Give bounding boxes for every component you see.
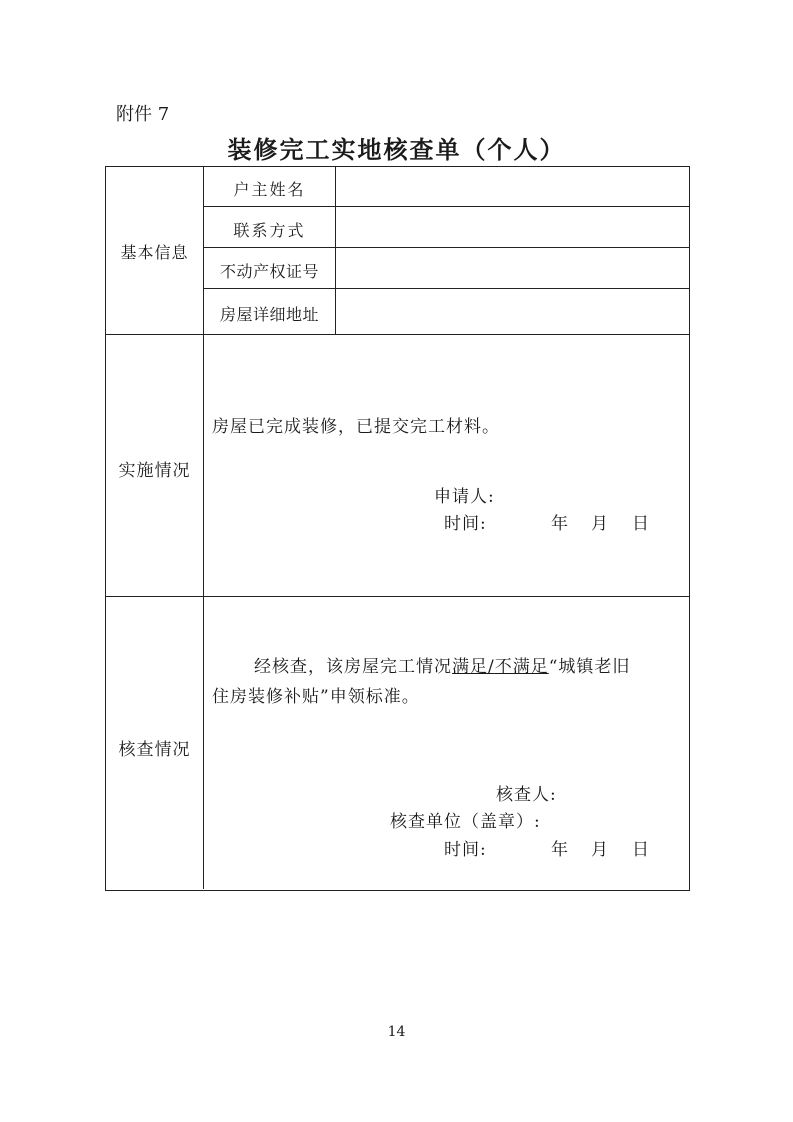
section-divider-2 (106, 596, 689, 597)
page-title: 装修完工实地核查单（个人） (227, 136, 566, 164)
owner-name-label: 户主姓名 (233, 180, 306, 199)
option-meet: 满足/不满足 (452, 657, 549, 677)
inspection-unit-label: 核查单位（盖章）: (390, 812, 541, 832)
property-cert-label: 不动产权证号 (219, 262, 319, 281)
row-divider-3 (204, 288, 689, 289)
implementation-label: 实施情况 (118, 461, 191, 481)
section-divider-1 (106, 334, 689, 335)
implementation-month: 月 (591, 514, 609, 534)
basic-info-label: 基本信息 (120, 243, 189, 262)
column-divider-2 (335, 167, 336, 334)
inspector-label: 核查人: (496, 785, 557, 805)
implementation-day: 日 (632, 514, 650, 534)
inspection-month: 月 (591, 840, 609, 860)
contact-label: 联系方式 (233, 221, 306, 240)
statement-line1-suffix: “城镇老旧 (548, 657, 631, 677)
inspection-statement-line2: 住房装修补贴”申领标准。 (212, 687, 420, 707)
inspection-time-label: 时间: (444, 840, 487, 860)
inspection-day: 日 (632, 840, 650, 860)
row-divider-2 (204, 247, 689, 248)
inspection-year: 年 (551, 840, 569, 860)
applicant-label: 申请人: (434, 487, 495, 507)
row-divider-1 (204, 206, 689, 207)
statement-prefix: 经核查，该房屋完工情况 (254, 657, 452, 677)
address-label: 房屋详细地址 (219, 305, 319, 324)
page-number: 14 (387, 1024, 406, 1040)
inspection-statement-line1 (254, 652, 630, 677)
implementation-statement: 房屋已完成装修，已提交完工材料。 (212, 417, 500, 437)
implementation-year: 年 (551, 514, 569, 534)
implementation-time-label: 时间: (444, 514, 487, 534)
inspection-label: 核查情况 (118, 740, 191, 760)
inspection-form-table (105, 166, 690, 891)
attachment-label: 附件 7 (116, 104, 170, 125)
